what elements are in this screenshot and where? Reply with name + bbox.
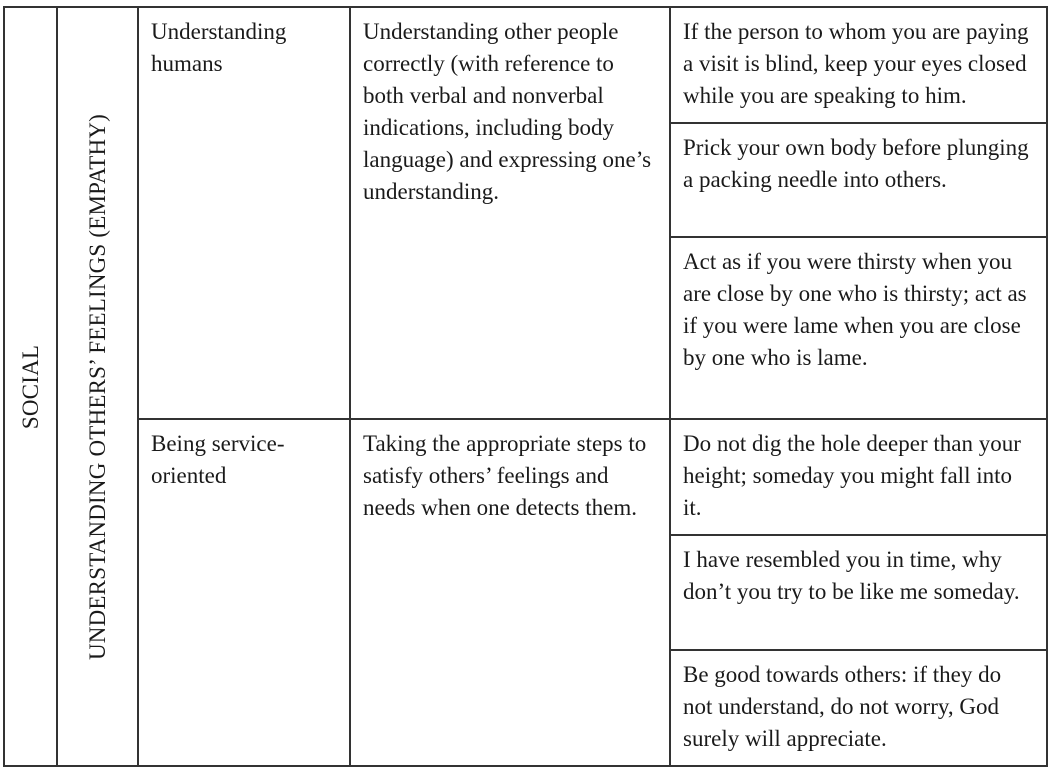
competence-cell — [57, 7, 138, 766]
example-cell: Prick your own body before plunging a packing needle into others. — [670, 123, 1047, 237]
example-cell: Act as if you were thirsty when you are close by one who is thirsty; act as if you were lame when you are close by one who is lame. — [670, 237, 1047, 419]
skill-cell: Understanding humans — [138, 7, 350, 419]
skill-cell: Being service-oriented — [138, 419, 350, 766]
domain-label: SOCIAL — [17, 344, 43, 429]
table-row — [4, 419, 1047, 535]
table-row — [4, 7, 1047, 123]
definition-cell: Understanding other people correctly (with reference to both verbal and nonverbal indications, including body language) and expressing one’s understanding. — [350, 7, 670, 419]
example-cell: Do not dig the hole deeper than your height; someday you might fall into it. — [670, 419, 1047, 535]
example-cell: I have resembled you in time, why don’t you try to be like me someday. — [670, 535, 1047, 649]
empathy-table — [3, 6, 1048, 767]
example-cell: Be good towards others: if they do not understand, do not worry, God surely will appreciate. — [670, 650, 1047, 766]
definition-cell: Taking the appropriate steps to satisfy others’ feelings and needs when one detects them. — [350, 419, 670, 766]
competence-label: UNDERSTANDING OTHERS’ FEELINGS (EMPATHY) — [84, 113, 110, 660]
example-cell: If the person to whom you are paying a visit is blind, keep your eyes closed while you are speaking to him. — [670, 7, 1047, 123]
domain-cell — [4, 7, 57, 766]
